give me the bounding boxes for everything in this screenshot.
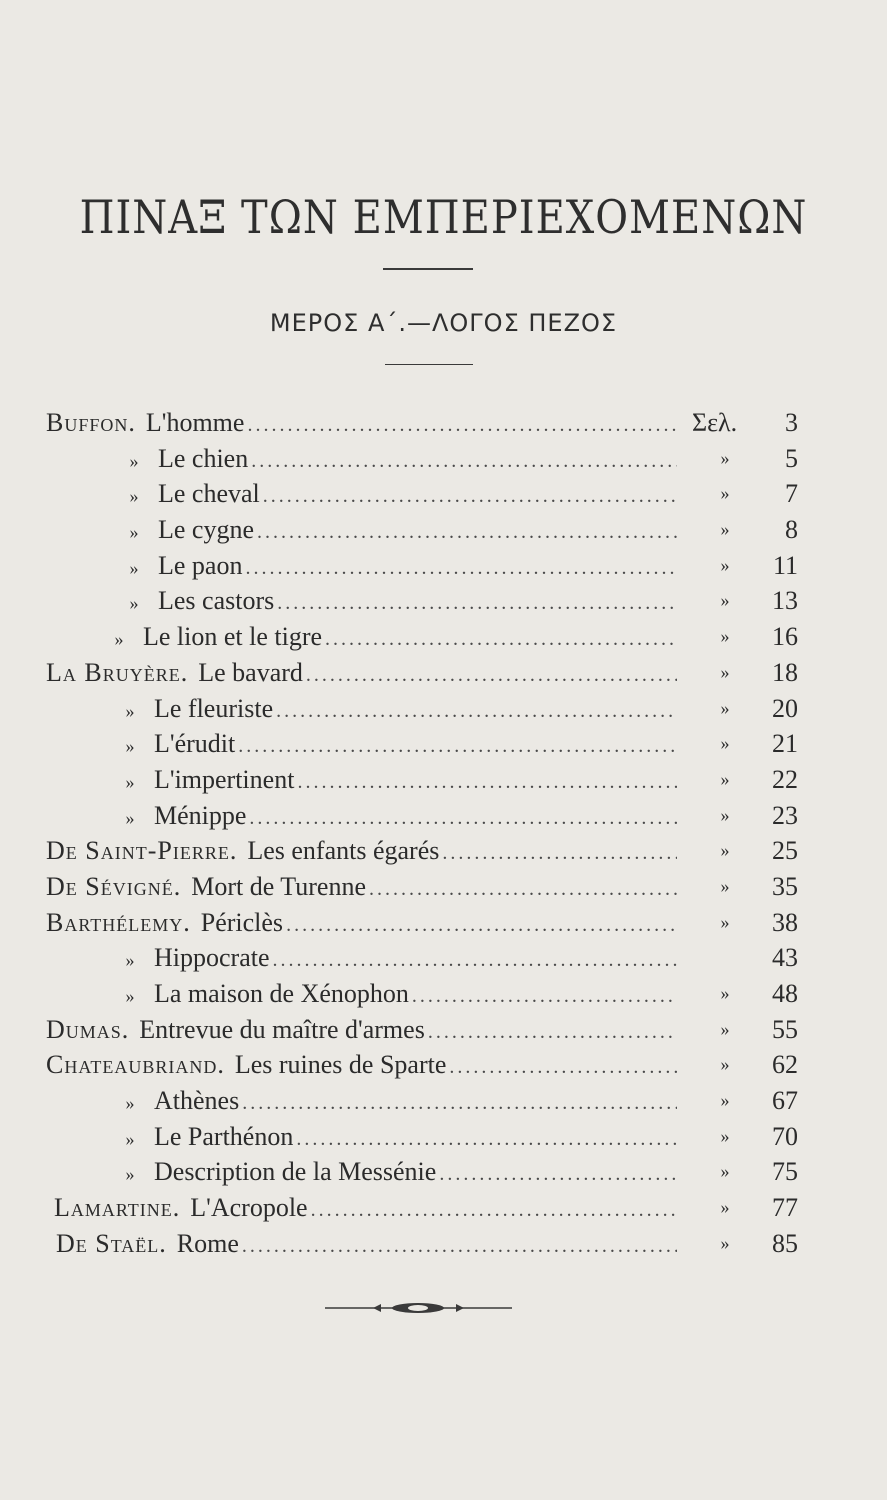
- leader-dots: [311, 1193, 677, 1229]
- toc-entry: [46, 1047, 677, 1086]
- page-ditto-mark: »: [720, 590, 730, 611]
- toc-entry: [46, 655, 677, 694]
- entry-title: Rome: [176, 1228, 239, 1258]
- page-title: ΠΙΝΑΞ ΤΩΝ ΕΜΠΕΡΙΕΧΟΜΕΝΩΝ: [79, 191, 808, 245]
- author-ditto-mark: »: [125, 771, 135, 792]
- page-ditto-mark: »: [720, 875, 730, 896]
- page-number: 8: [785, 515, 798, 545]
- toc-row: [0, 441, 887, 477]
- page-ditto-mark: »: [720, 733, 730, 754]
- page-ditto-mark: »: [720, 519, 730, 540]
- author-name: De Saint-Pierre.: [46, 836, 238, 866]
- page-column-label: Σελ.: [692, 408, 738, 437]
- leader-dots: [277, 586, 677, 622]
- author-ditto-mark: »: [129, 522, 139, 543]
- page-ditto-mark: »: [720, 1125, 730, 1146]
- page-number: 3: [785, 408, 798, 437]
- toc-row: [0, 476, 887, 512]
- toc-entry: [56, 1226, 677, 1265]
- entry-title: L'érudit: [154, 729, 236, 759]
- end-ornament: [325, 1296, 512, 1320]
- author-ditto-mark: »: [125, 807, 135, 828]
- leader-dots: [286, 908, 677, 944]
- leader-dots: [442, 836, 677, 872]
- page-ditto-mark: »: [720, 554, 730, 575]
- author-ditto-mark: »: [125, 986, 135, 1006]
- leader-dots: [325, 622, 677, 658]
- page-number: 20: [772, 693, 798, 723]
- toc-row: [0, 655, 887, 691]
- page-number: 18: [772, 657, 798, 687]
- leader-dots: [242, 1086, 677, 1122]
- toc-row: [0, 762, 887, 798]
- entry-title: Les ruines de Sparte: [234, 1050, 447, 1080]
- author-name: Buffon.: [46, 408, 136, 437]
- author-ditto-mark: »: [125, 1164, 135, 1185]
- entry-title: Athènes: [154, 1086, 240, 1116]
- entry-title: Description de la Messénie: [154, 1157, 437, 1187]
- leader-dots: [296, 1122, 677, 1158]
- toc-entry: [106, 798, 677, 837]
- page-ditto-mark: »: [720, 1161, 730, 1182]
- entry-title: Ménippe: [154, 800, 247, 830]
- toc-entry: [106, 762, 677, 801]
- toc-row: [0, 869, 887, 905]
- toc-entry: [110, 476, 677, 515]
- page-number: 16: [772, 622, 798, 652]
- page-ditto-mark: »: [720, 983, 730, 1003]
- entry-title: L'homme: [145, 408, 245, 437]
- entry-title: Les enfants égarés: [247, 836, 440, 866]
- entry-title: La maison de Xénophon: [154, 979, 409, 1008]
- toc-row: [0, 833, 887, 869]
- leader-dots: [449, 1050, 677, 1086]
- page-ditto-mark: »: [720, 483, 730, 504]
- leader-dots: [273, 943, 677, 979]
- page-ditto-mark: »: [720, 1232, 730, 1253]
- toc-row: [0, 976, 887, 1012]
- toc-row: [0, 691, 887, 727]
- page-number: 48: [772, 979, 798, 1008]
- page-number: 55: [772, 1014, 798, 1044]
- page-number: 38: [772, 907, 798, 937]
- author-ditto-mark: »: [125, 700, 135, 721]
- toc-row: [0, 1083, 887, 1119]
- toc-entry: [46, 869, 677, 908]
- author-name: Chateaubriand.: [46, 1050, 225, 1080]
- entry-title: Les castors: [158, 586, 275, 616]
- toc-row: [0, 1154, 887, 1190]
- toc-row: [0, 1119, 887, 1155]
- section-heading: ΜΕΡΟΣ Α΄.—ΛΟΓΟΣ ΠΕΖΟΣ: [269, 309, 618, 337]
- toc-entry: [110, 512, 677, 551]
- toc-entry: [106, 1154, 677, 1193]
- page-ditto-mark: »: [720, 697, 730, 718]
- title-divider: [383, 268, 473, 270]
- author-ditto-mark: »: [129, 593, 139, 614]
- leader-dots: [238, 729, 677, 765]
- page-ditto-mark: »: [720, 911, 730, 932]
- page-ditto-mark: »: [720, 1018, 730, 1039]
- entry-title: Le bavard: [198, 657, 303, 687]
- entry-title: Entrevue du maître d'armes: [139, 1014, 425, 1044]
- leader-dots: [247, 408, 677, 444]
- entry-title: Le Parthénon: [154, 1121, 294, 1151]
- author-ditto-mark: »: [125, 1093, 135, 1114]
- page-number: 21: [772, 729, 798, 759]
- page-ditto-mark: »: [720, 1197, 730, 1218]
- toc-entry: [110, 441, 677, 480]
- entry-title: Le paon: [158, 550, 243, 580]
- toc-row: [0, 726, 887, 762]
- toc-row: [0, 512, 887, 548]
- page-ditto-mark: »: [720, 840, 730, 861]
- author-ditto-mark: »: [129, 450, 139, 471]
- leader-dots: [245, 551, 677, 587]
- page-ditto-mark: »: [720, 661, 730, 682]
- author-name: La Bruyère.: [46, 657, 189, 687]
- toc-entry: [95, 619, 677, 658]
- page-number: 70: [772, 1121, 798, 1151]
- page-ditto-mark: »: [720, 768, 730, 789]
- toc-entry: [46, 405, 677, 444]
- page-number: 75: [772, 1157, 798, 1187]
- toc-row: [0, 1190, 887, 1226]
- page-number: 23: [772, 800, 798, 830]
- page-number: 35: [772, 871, 798, 901]
- page-number: 5: [785, 443, 798, 473]
- toc-entry: [106, 976, 677, 1015]
- page-ditto-mark: »: [720, 1090, 730, 1111]
- section-divider: [385, 364, 473, 365]
- page-number: 43: [772, 943, 798, 973]
- toc-entry: [106, 726, 677, 765]
- toc-row: [0, 583, 887, 619]
- page-number: 25: [772, 836, 798, 866]
- leader-dots: [439, 1157, 677, 1193]
- leader-dots: [369, 872, 677, 908]
- leader-dots: [249, 801, 677, 837]
- toc-entry: [106, 691, 677, 730]
- leader-dots: [276, 694, 677, 730]
- entry-title: Le lion et le tigre: [143, 622, 323, 652]
- page-ditto-mark: »: [720, 447, 730, 468]
- toc-entry: [46, 905, 677, 944]
- toc-entry: [54, 1190, 677, 1229]
- page-number: 22: [772, 764, 798, 794]
- toc-row: [0, 548, 887, 584]
- toc-entry: [106, 940, 677, 979]
- page-ditto-mark: »: [720, 626, 730, 647]
- leader-dots: [306, 658, 677, 694]
- author-ditto-mark: »: [114, 629, 124, 650]
- leader-dots: [263, 479, 677, 515]
- page-number: 7: [785, 479, 798, 509]
- page-number: 85: [772, 1228, 798, 1258]
- author-ditto-mark: »: [129, 557, 139, 578]
- entry-title: Le cygne: [158, 515, 255, 545]
- leader-dots: [412, 979, 677, 1015]
- toc-row: [0, 1012, 887, 1048]
- toc-row: [0, 405, 887, 441]
- page-ditto-mark: »: [720, 804, 730, 825]
- toc-row: [0, 1226, 887, 1262]
- leader-dots: [251, 444, 677, 480]
- author-name: Barthélemy.: [46, 907, 191, 937]
- entry-title: Le cheval: [158, 479, 260, 509]
- toc-entry: [110, 548, 677, 587]
- author-ditto-mark: »: [125, 950, 135, 971]
- toc-entry: [106, 1119, 677, 1158]
- page-number: 62: [772, 1050, 798, 1080]
- toc-row: [0, 940, 887, 976]
- page-number: 67: [772, 1086, 798, 1116]
- toc-entry: [46, 1012, 677, 1051]
- page-number: 13: [772, 586, 798, 616]
- leader-dots: [242, 1229, 677, 1265]
- entry-title: Hippocrate: [154, 943, 270, 973]
- author-name: De Sévigné.: [46, 871, 182, 901]
- toc-entry: [46, 833, 677, 872]
- entry-title: L'impertinent: [154, 764, 295, 794]
- entry-title: L'Acropole: [190, 1193, 308, 1223]
- entry-title: Mort de Turenne: [191, 871, 366, 901]
- author-name: De Staël.: [56, 1228, 167, 1258]
- leader-dots: [428, 1015, 677, 1051]
- author-name: Dumas.: [46, 1014, 130, 1044]
- toc-row: [0, 905, 887, 941]
- page-ditto-mark: »: [720, 1054, 730, 1075]
- author-name: Lamartine.: [54, 1193, 181, 1223]
- entry-title: Le fleuriste: [154, 693, 274, 723]
- leader-dots: [257, 515, 677, 551]
- leader-dots: [297, 765, 677, 801]
- author-ditto-mark: »: [129, 486, 139, 507]
- toc-row: [0, 798, 887, 834]
- toc-entry: [110, 583, 677, 622]
- author-ditto-mark: »: [125, 736, 135, 757]
- toc-entry: [106, 1083, 677, 1122]
- entry-title: Le chien: [158, 443, 249, 473]
- table-of-contents: [0, 405, 887, 1262]
- author-ditto-mark: »: [125, 1128, 135, 1149]
- toc-row: [0, 619, 887, 655]
- entry-title: Périclès: [200, 907, 284, 937]
- page-number: 77: [772, 1193, 798, 1223]
- toc-row: [0, 1047, 887, 1083]
- page-number: 11: [772, 550, 798, 580]
